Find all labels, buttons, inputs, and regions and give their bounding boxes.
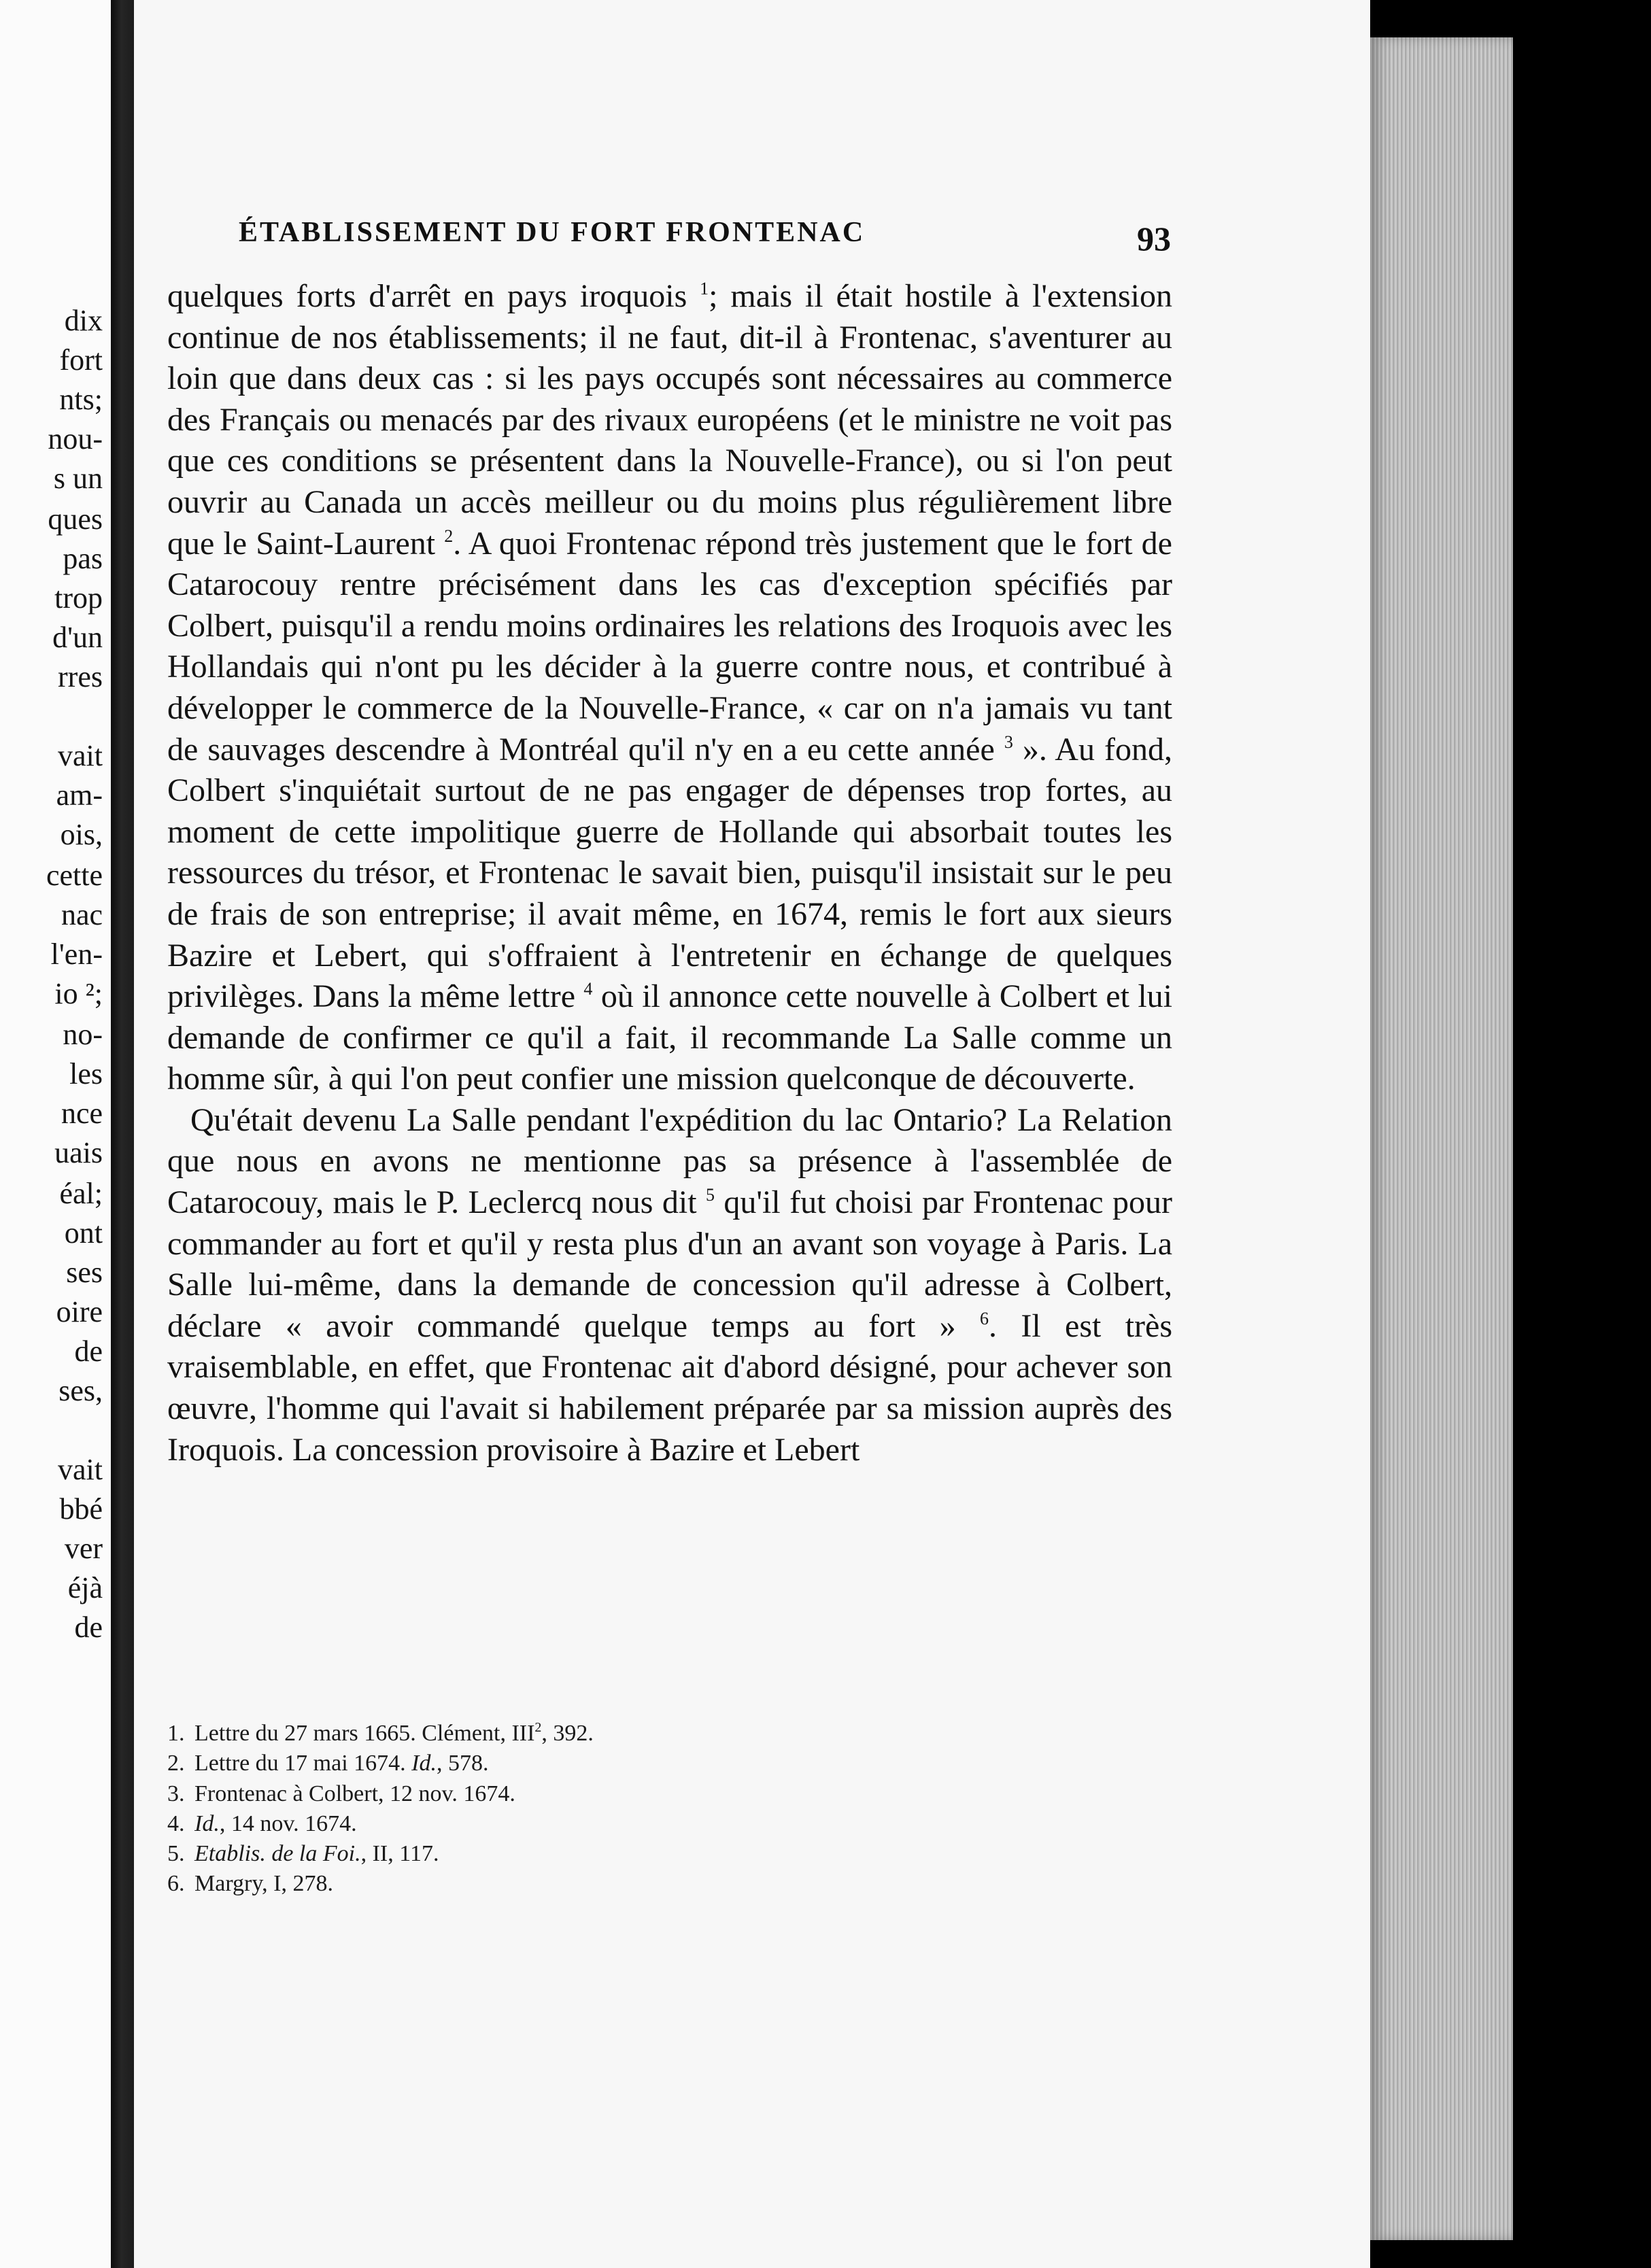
facing-page-fragment: vait bbox=[58, 1453, 103, 1486]
italic-run: Etablis. de la Foi. bbox=[194, 1841, 361, 1867]
body-text bbox=[167, 276, 1172, 1471]
facing-page-fragment: no- bbox=[63, 1018, 103, 1051]
footnote bbox=[167, 1809, 1051, 1839]
footnote-number: 2. bbox=[167, 1751, 185, 1776]
facing-page-fragment: l'en- bbox=[50, 938, 103, 971]
facing-page-edge bbox=[0, 0, 111, 2268]
footnotes bbox=[167, 1719, 1051, 1900]
facing-page-fragment: io ²; bbox=[54, 977, 103, 1010]
text-run: , 578. bbox=[436, 1751, 489, 1776]
facing-page-fragment: ver bbox=[64, 1532, 103, 1565]
facing-page-fragment: vait bbox=[58, 739, 103, 772]
facing-page-fragment: ont bbox=[64, 1216, 103, 1250]
text-run: ; mais il était hostile à l'extension continue de nos établissements; il ne faut, dit-il à Frontenac, s'aventurer au loin que dans deux cas : si les pays occupés sont nécessaires au commerce des Français ou menacés par des rivaux européens (et le ministre ne voit pas que ces conditions se présentent dans la Nouvelle-France), ou si l'on peut ouvrir au Canada un accès meilleur ou du moins plus régulièrement libre que le Saint-Laurent bbox=[167, 278, 1173, 562]
footnote bbox=[167, 1719, 1051, 1749]
text-run: Lettre du 27 mars 1665. Clément, III bbox=[194, 1721, 535, 1746]
facing-page-fragment: s un bbox=[53, 462, 103, 495]
running-head: ÉTABLISSEMENT DU FORT FRONTENAC bbox=[239, 217, 866, 248]
text-run: . Il est très vraisemblable, en effet, que Frontenac ait d'abord désigné, pour achever son œuvre, l'homme qui l'avait si habilement préparée par sa mission auprès des Iroquois. La concession provisoire à Bazire et Lebert bbox=[167, 1307, 1172, 1468]
text-run: où il annonce cette nouvelle à Colbert et lui demande de confirmer ce qu'il a fait, il recommande La Salle comme un homme sûr, à qui l'on peut confier une mission quelconque de découverte. bbox=[167, 978, 1173, 1097]
background bbox=[1513, 0, 1651, 2268]
footnote-marker: 1 bbox=[700, 279, 709, 298]
facing-page-fragment: nac bbox=[61, 898, 103, 931]
page-number: 93 bbox=[1137, 220, 1171, 258]
footnote-marker: 6 bbox=[980, 1308, 989, 1328]
facing-page-fragment: oire bbox=[56, 1295, 103, 1328]
facing-page-fragment: rres bbox=[58, 660, 103, 693]
facing-page-fragment: éjà bbox=[67, 1571, 103, 1604]
facing-page-fragment: éal; bbox=[59, 1177, 103, 1210]
footnote bbox=[167, 1839, 1051, 1869]
facing-page-fragment: dix bbox=[64, 304, 103, 337]
facing-page-fragment: d'un bbox=[52, 621, 103, 654]
text-run: quelques forts d'arrêt en pays iroquois bbox=[167, 278, 700, 314]
page-stack-edge bbox=[1370, 37, 1513, 2240]
footnote bbox=[167, 1749, 1051, 1779]
italic-run: Id. bbox=[411, 1751, 437, 1776]
text-run: Qu'était devenu La Salle pendant l'expédition du lac Ontario? La Relation que nous en avons ne mentionne pas sa présence à l'assemblée de Catarocouy, mais le P. Leclercq nous dit bbox=[167, 1101, 1172, 1221]
footnote-marker: 2 bbox=[534, 1720, 542, 1735]
text-run: Lettre du 17 mai 1674. bbox=[194, 1751, 412, 1776]
text-run: . A quoi Frontenac répond très justement que le fort de Catarocouy rentre précisément dans les cas d'exception spécifiés par Colbert, puisqu'il a rendu moins ordinaires les relations des Iroquois avec les Hollandais qui n'ont pu les décider à la guerre contre nous, et contribué à développer le commerce de la Nouvelle-France, « car on n'a jamais vu tant de sauvages descendre à Montréal qu'il n'y en a eu cette année bbox=[167, 525, 1172, 768]
facing-page-fragment: ques bbox=[48, 502, 103, 536]
italic-run: Id. bbox=[194, 1810, 220, 1836]
facing-page-fragment: ses, bbox=[58, 1374, 103, 1407]
footnote-marker: 4 bbox=[583, 979, 593, 999]
footnote-marker: 5 bbox=[705, 1185, 715, 1205]
footnote bbox=[167, 1779, 1051, 1809]
footnote-number: 4. bbox=[167, 1810, 185, 1836]
text-run: Margry, I, 278. bbox=[194, 1871, 333, 1897]
facing-page-fragment: nce bbox=[61, 1097, 103, 1130]
paragraph bbox=[167, 276, 1172, 1100]
paragraph bbox=[167, 1100, 1172, 1471]
facing-page-fragment: uais bbox=[54, 1136, 103, 1169]
facing-page-fragment: ses bbox=[66, 1256, 103, 1289]
text-run: , 392. bbox=[541, 1721, 594, 1746]
text-run: Frontenac à Colbert, 12 nov. 1674. bbox=[194, 1781, 515, 1806]
facing-page-fragment: pas bbox=[63, 542, 103, 575]
facing-page-fragment: trop bbox=[54, 581, 103, 615]
footnote-number: 5. bbox=[167, 1841, 185, 1867]
text-run: , II, 117. bbox=[360, 1841, 439, 1867]
text-run: ». Au fond, Colbert s'inquiétait surtout de ne pas engager de dépenses trop fortes, au moment de cette impolitique guerre de Hollande qui absorbait toutes les ressources du trésor, et Frontenac le savait bien, puisqu'il insistait sur le peu de frais de son entreprise; il avait même, en 1674, remis le fort aux sieurs Bazire et Lebert, qui s'offraient à l'entretenir en échange de quelques privilèges. Dans la même lettre bbox=[167, 731, 1173, 1015]
book-gutter bbox=[111, 0, 134, 2268]
facing-page-fragment: de bbox=[74, 1335, 103, 1368]
footnote-marker: 2 bbox=[444, 526, 454, 546]
facing-page-fragment: bbé bbox=[59, 1492, 103, 1526]
facing-page-fragment: cette bbox=[46, 859, 103, 892]
footnote-marker: 3 bbox=[1004, 732, 1013, 752]
footnote-number: 1. bbox=[167, 1721, 185, 1746]
text-run: , 14 nov. 1674. bbox=[219, 1810, 357, 1836]
facing-page-fragment: nou- bbox=[48, 422, 103, 456]
facing-page-fragment: fort bbox=[59, 343, 103, 377]
facing-page-fragment: ois, bbox=[60, 818, 103, 851]
text-run: qu'il fut choisi par Frontenac pour commander au fort et qu'il y resta plus d'un an avant son voyage à Paris. La Salle lui-même, dans la demande de concession qu'il adresse à Colbert, déclare « avoir commandé quelque temps au fort » bbox=[167, 1184, 1172, 1344]
footnote-number: 3. bbox=[167, 1781, 185, 1806]
facing-page-fragment: de bbox=[74, 1611, 103, 1644]
facing-page-fragment: les bbox=[69, 1057, 103, 1090]
facing-page-fragment: nts; bbox=[59, 383, 103, 416]
facing-page-fragment: am- bbox=[56, 778, 103, 812]
footnote-number: 6. bbox=[167, 1871, 185, 1897]
footnote bbox=[167, 1869, 1051, 1899]
